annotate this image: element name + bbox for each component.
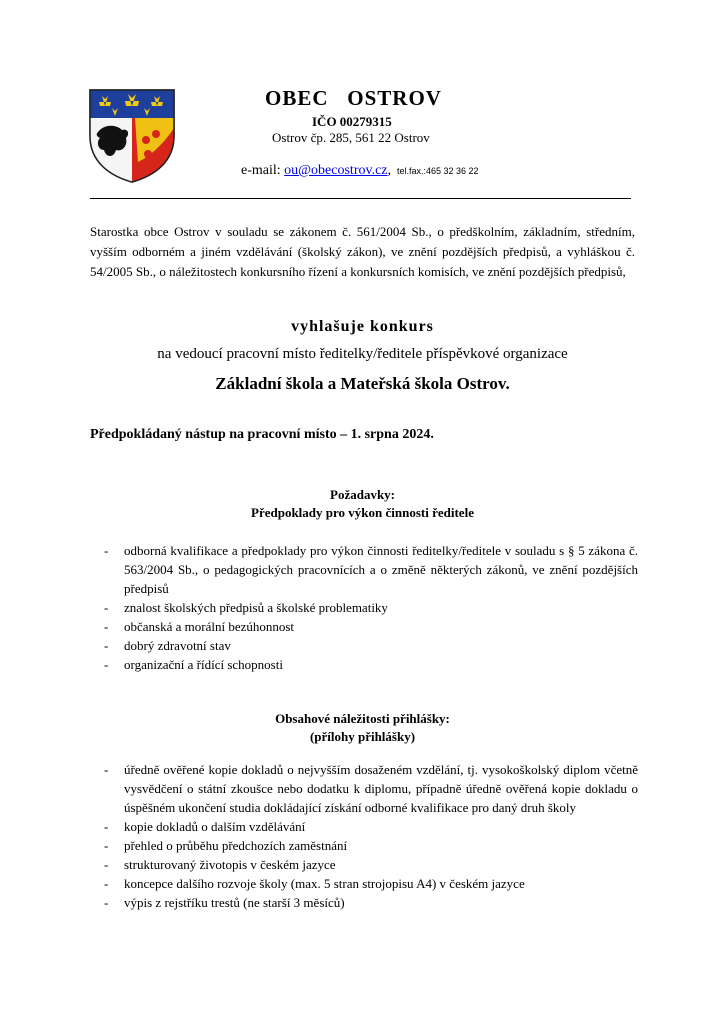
list-item-text: občanská a morální bezúhonnost	[124, 619, 295, 634]
position-line: na vedoucí pracovní místo ředitelky/ředitele příspěvkové organizace	[157, 346, 568, 362]
list-item	[90, 893, 638, 912]
header-divider	[90, 198, 631, 199]
contact-line	[241, 163, 479, 179]
list-item-text: kopie dokladů o dalším vzdělávání	[124, 819, 306, 834]
bullet-dash: -	[104, 895, 109, 910]
list-item-text: dobrý zdravotní stav	[124, 638, 231, 653]
coat-of-arms	[88, 88, 176, 184]
intro-paragraph: Starostka obce Ostrov v souladu se zákonem č. 561/2004 Sb., o předškolním, základním, středním, vyšším odborném a jiném vzdělávání (školský zákon), ve znění pozdějších předpisů, a vyhláškou č. 54/2005 Sb., o náležitostech konkursního řízení a konkursních komisích, ve znění pozdějších předpisů,	[90, 224, 635, 279]
list-item	[90, 874, 638, 893]
list-item-text: odborná kvalifikace a předpoklady pro výkon činnosti ředitelky/ředitele v souladu s § 5 zákona č. 563/2004 Sb., o pedagogických pracovnících a o změně některých zákonů, ve znění pozdějších předpisů	[124, 543, 638, 596]
bullet-dash: -	[104, 819, 109, 834]
application-subtitle: (přílohy přihlášky)	[309, 729, 416, 744]
school-name: Základní škola a Mateřská škola Ostrov.	[215, 374, 510, 393]
list-item-text: přehled o průběhu předchozích zaměstnání	[124, 838, 348, 853]
list-item-text: strukturovaný životopis v českém jazyce	[124, 857, 336, 872]
start-date: Předpokládaný nástup na pracovní místo – 1. srpna 2024.	[90, 427, 434, 442]
list-item-text: znalost školských předpisů a školské problematiky	[124, 600, 388, 615]
email-suffix: ,	[387, 163, 391, 178]
list-item-text: úředně ověřené kopie dokladů o nejvyšším dosaženém vzdělání, tj. vysokoškolský diplom včetně vysvědčení o státní zkoušce nebo dodatku k diplomu, případně úředně ověřená kopie dokladu o úspěšném ukončení studia dokládající získání odborné kvalifikace pro daný druh školy	[124, 762, 638, 815]
list-item-text: výpis z rejstříku trestů (ne starší 3 měsíců)	[124, 895, 345, 910]
bullet-dash: -	[104, 838, 109, 853]
org-ico: IČO 00279315	[312, 114, 392, 129]
bullet-dash: -	[104, 638, 109, 653]
bullet-dash: -	[104, 876, 109, 891]
application-title: Obsahové náležitosti přihlášky:	[275, 711, 450, 726]
list-item-text: organizační a řídící schopnosti	[124, 657, 283, 672]
application-list	[90, 760, 638, 912]
bullet-dash: -	[104, 600, 109, 615]
list-item	[90, 817, 638, 836]
bullet-dash: -	[104, 619, 109, 634]
list-item	[90, 655, 638, 674]
bullet-dash: -	[104, 762, 109, 777]
email-link[interactable]: ou@obecostrov.cz	[284, 163, 388, 178]
list-item-text: koncepce dalšího rozvoje školy (max. 5 stran strojopisu A4) v českém jazyce	[124, 876, 525, 891]
telfax: tel.fax.:465 32 36 22	[397, 166, 479, 176]
bullet-dash: -	[104, 857, 109, 872]
bullet-dash: -	[104, 543, 109, 558]
bullet-dash: -	[104, 657, 109, 672]
org-name: OBEC OSTROV	[265, 86, 442, 110]
list-item	[90, 598, 638, 617]
requirements-subtitle: Předpoklady pro výkon činnosti ředitele	[251, 505, 474, 520]
list-item	[90, 617, 638, 636]
org-address: Ostrov čp. 285, 561 22 Ostrov	[272, 130, 430, 145]
declaration-heading: vyhlašuje konkurs	[291, 318, 434, 335]
email-label: e-mail:	[241, 163, 285, 178]
requirements-title: Požadavky:	[330, 487, 395, 502]
list-item	[90, 541, 638, 598]
list-item	[90, 855, 638, 874]
list-item	[90, 760, 638, 817]
requirements-list	[90, 541, 638, 674]
list-item	[90, 636, 638, 655]
list-item	[90, 836, 638, 855]
